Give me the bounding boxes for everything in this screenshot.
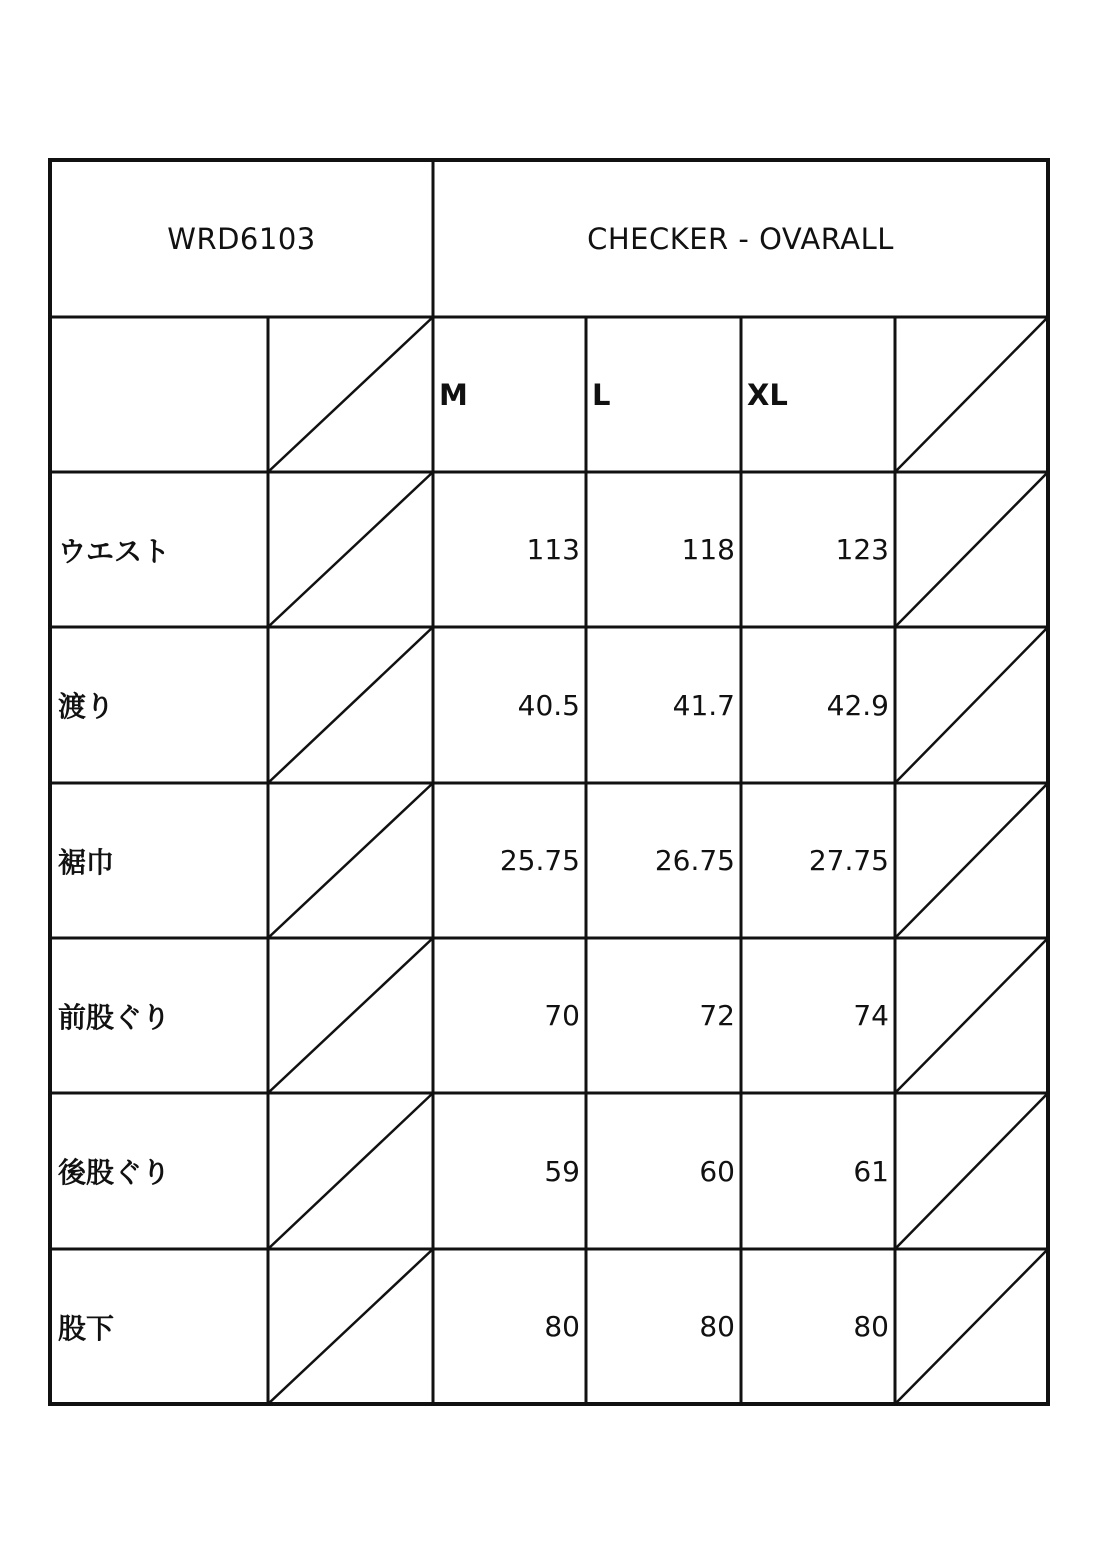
measurement-value: 70 bbox=[544, 999, 580, 1032]
empty-cell-slash bbox=[895, 317, 1048, 472]
measurement-label: 後股ぐり bbox=[58, 1156, 171, 1189]
empty-cell-slash bbox=[268, 627, 433, 783]
measurement-value: 72 bbox=[699, 999, 735, 1032]
empty-cell-slash bbox=[895, 472, 1048, 627]
measurement-value: 27.75 bbox=[808, 844, 889, 877]
empty-cell-slash bbox=[895, 783, 1048, 938]
product-name: CHECKER - OVARALL bbox=[587, 221, 894, 256]
measurement-value: 42.9 bbox=[826, 688, 889, 722]
size-header: M bbox=[439, 377, 468, 412]
measurement-value: 80 bbox=[699, 1310, 735, 1343]
empty-cell-slash bbox=[268, 317, 433, 472]
measurement-value: 123 bbox=[835, 533, 889, 566]
measurement-value: 113 bbox=[526, 533, 580, 566]
measurement-value: 61 bbox=[853, 1154, 889, 1188]
size-header: L bbox=[592, 377, 611, 412]
empty-cell-slash bbox=[895, 1093, 1048, 1249]
measurement-value: 59 bbox=[544, 1154, 580, 1188]
measurement-value: 25.75 bbox=[499, 844, 580, 877]
measurement-label: 裾巾 bbox=[58, 845, 115, 879]
measurement-value: 80 bbox=[544, 1310, 580, 1343]
empty-cell-slash bbox=[268, 1249, 433, 1404]
measurement-label: 渡り bbox=[58, 690, 115, 723]
measurement-value: 41.7 bbox=[672, 688, 735, 722]
size-header: XL bbox=[747, 377, 788, 412]
measurement-value: 26.75 bbox=[654, 844, 735, 877]
empty-cell-slash bbox=[895, 627, 1048, 783]
measurement-value: 40.5 bbox=[517, 688, 580, 722]
empty-cell-slash bbox=[268, 1093, 433, 1249]
empty-cell-slash bbox=[268, 783, 433, 938]
product-code: WRD6103 bbox=[167, 221, 316, 256]
measurement-value: 80 bbox=[853, 1310, 889, 1343]
empty-cell-slash bbox=[268, 938, 433, 1093]
measurement-label: ウエスト bbox=[58, 534, 171, 568]
empty-cell-slash bbox=[268, 472, 433, 627]
measurement-label: 股下 bbox=[58, 1311, 115, 1345]
empty-cell-slash bbox=[895, 938, 1048, 1093]
measurement-value: 60 bbox=[699, 1154, 735, 1188]
measurement-value: 118 bbox=[681, 533, 735, 566]
empty-cell-slash bbox=[895, 1249, 1048, 1404]
measurement-value: 74 bbox=[853, 999, 889, 1032]
measurement-label: 前股ぐり bbox=[58, 1000, 171, 1034]
